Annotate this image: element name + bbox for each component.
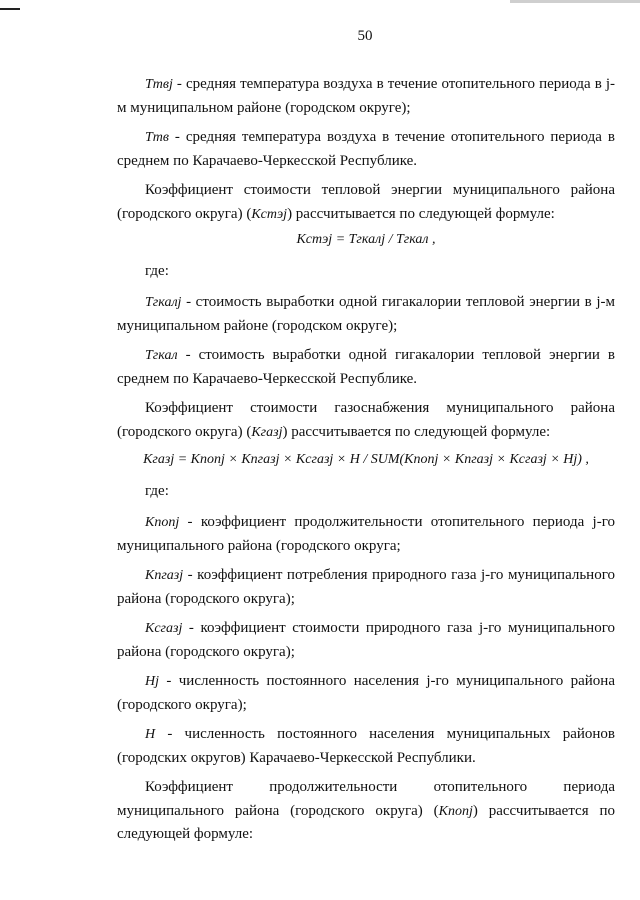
where-label: где: [145,482,169,499]
symbol-kgazj: Kгазj [251,424,283,440]
symbol-kpopj: Kпопj [145,515,180,530]
paragraph-text: - стоимость выработки одной гигакалории тепловой энергии в j-м муниципальном районе (городском округе); [117,294,615,334]
symbol-tgkalj: Tгкалj [145,295,182,310]
paragraph-text: Коэффициент стоимости тепловой энергии муниципального района (городского округа) ( [117,182,615,222]
symbol-t-tv: Tтв [145,130,169,145]
paragraph-text: - средняя температура воздуха в течение отопительного периода в среднем по Карачаево-Черкесской Республике. [117,129,615,169]
symbol-tgkal: Tгкал [145,348,178,363]
paragraph-text: - численность постоянного населения j-го муниципального района (городского округа); [117,673,615,713]
page-number: 50 [357,28,373,44]
paragraph-h [117,723,615,770]
paragraph-tgkalj [117,291,615,338]
paragraph-kgazj-intro [117,397,615,444]
paragraph-t-tvj [117,73,615,120]
paragraph-text: ) рассчитывается по следующей формуле: [117,802,615,842]
paragraph-tgkal [117,344,615,391]
paragraph-text: - численность постоянного населения муниципальных районов (городских округов) Карачаево-Черкесской Республики. [117,726,615,766]
paragraph-text: ) рассчитывается по следующей формуле: [287,205,555,222]
symbol-h: H [145,727,156,742]
paragraph-kpopj-intro [117,776,615,847]
formula-kstej: Kстэj = Tгкалj / Tгкал , [296,232,436,247]
paragraph-kstej-intro [117,179,615,226]
paragraph-text: - средняя температура воздуха в течение отопительного периода в j-м муниципальном районе (городском округе); [117,76,615,116]
paragraph-text: - коэффициент продолжительности отопительного периода j-го муниципального района (городского округа; [117,514,615,554]
where-label: где: [145,262,169,279]
document-body [117,73,615,853]
paragraph-ksgazj [117,617,615,664]
symbol-t-tvj: Tтвj [145,77,173,92]
symbol-kstej: Kстэj [251,206,288,222]
scan-artifact-right [510,0,640,3]
symbol-kpopj: Kпопj [438,803,473,819]
paragraph-text: - коэффициент стоимости природного газа j-го муниципального района (городского округа); [117,620,615,660]
symbol-ksgazj: Kсгазj [145,621,183,636]
paragraph-text: ) рассчитывается по следующей формуле: [282,423,551,440]
paragraph-kpgazj [117,564,615,611]
scan-artifact-left [0,8,20,10]
paragraph-kpopj [117,511,615,558]
formula-kgazj: Kгазj = Kпопj × Kпгазj × Kсгазj × H / SUM(Kпопj × Kпгазj × Kсгазj × Hj) , [143,452,589,467]
paragraph-text: Коэффициент продолжительности отопительного периода муниципального района (городского округа) ( [117,779,615,819]
paragraph-text: Коэффициент стоимости газоснабжения муниципального района (городского округа) ( [117,400,615,440]
symbol-hj: Hj [145,674,159,689]
paragraph-hj [117,670,615,717]
paragraph-t-tv [117,126,615,173]
symbol-kpgazj: Kпгазj [145,568,184,583]
paragraph-text: - стоимость выработки одной гигакалории тепловой энергии в среднем по Карачаево-Черкесской Республике. [117,347,615,387]
paragraph-text: - коэффициент потребления природного газа j-го муниципального района (городского округа); [117,567,615,607]
